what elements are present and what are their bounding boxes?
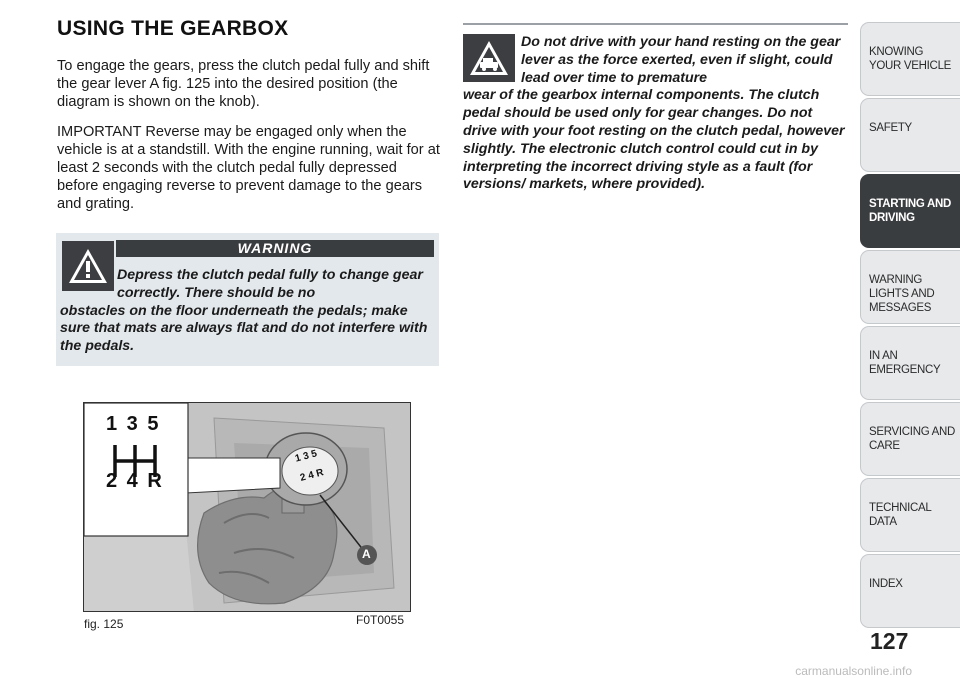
caution-text (463, 34, 848, 194)
caution-text-indent: Do not drive with your hand resting on the gear lever as the force exerted, even if slight, could lead over time to premature (521, 34, 841, 86)
tab-warning-lights-and-messages[interactable]: WARNING LIGHTS AND MESSAGES (860, 250, 960, 324)
intro-paragraph: To engage the gears, press the clutch pedal fully and shift the gear lever A fig. 125 into the desired position (the diagram is shown on the knob). (57, 58, 430, 110)
tab-knowing-your-vehicle[interactable]: KNOWING YOUR VEHICLE (860, 22, 960, 96)
tab-starting-and-driving[interactable]: STARTING AND DRIVING (860, 174, 960, 248)
warning-text-rest: obstacles on the floor underneath the pedals; make sure that mats are always flat and do not interfere with the pedals. (60, 302, 428, 355)
section-title: USING THE GEARBOX (57, 17, 289, 40)
tab-in-an-emergency[interactable]: IN AN EMERGENCY (860, 326, 960, 400)
figure-label: fig. 125 (84, 617, 124, 631)
figure-code: F0T0055 (356, 613, 405, 627)
column-top-divider (463, 23, 848, 25)
gear-lever-figure (83, 402, 411, 612)
gear-pattern-bottom: 2 4 R (106, 470, 164, 492)
page-number: 127 (870, 628, 909, 654)
footer-watermark: carmanualsonline.info (795, 664, 912, 678)
important-paragraph: IMPORTANT Reverse may be engaged only when the vehicle is at a standstill. With the engine running, wait for at least 2 seconds with the clutch pedal fully depressed before engaging reverse to prevent damage to the gears and grating. (57, 124, 440, 212)
caution-text-rest: wear of the gearbox internal components. The clutch pedal should be used only for gear changes. Do not drive with your foot resting on the clutch pedal, however slightly. The electronic clutch control could cut in by interpreting the incorrect driving style as a fault (for versions/ markets, where provided). (463, 87, 845, 193)
lever-label-a: A (362, 547, 371, 561)
warning-header: WARNING (116, 240, 434, 257)
tab-technical-data[interactable]: TECHNICAL DATA (860, 478, 960, 552)
tab-safety[interactable]: SAFETY (860, 98, 960, 172)
warning-box (56, 233, 439, 366)
knob-pattern-top: 1 3 5 (293, 448, 319, 465)
gear-pattern-top: 1 3 5 (106, 413, 161, 435)
tab-index[interactable]: INDEX (860, 554, 960, 628)
tab-servicing-and-care[interactable]: SERVICING AND CARE (860, 402, 960, 476)
warning-text (60, 267, 435, 356)
knob-pattern-bottom: 2 4 R (298, 467, 325, 484)
warning-text-indent: Depress the clutch pedal fully to change gear correctly. There should be no (117, 267, 423, 301)
